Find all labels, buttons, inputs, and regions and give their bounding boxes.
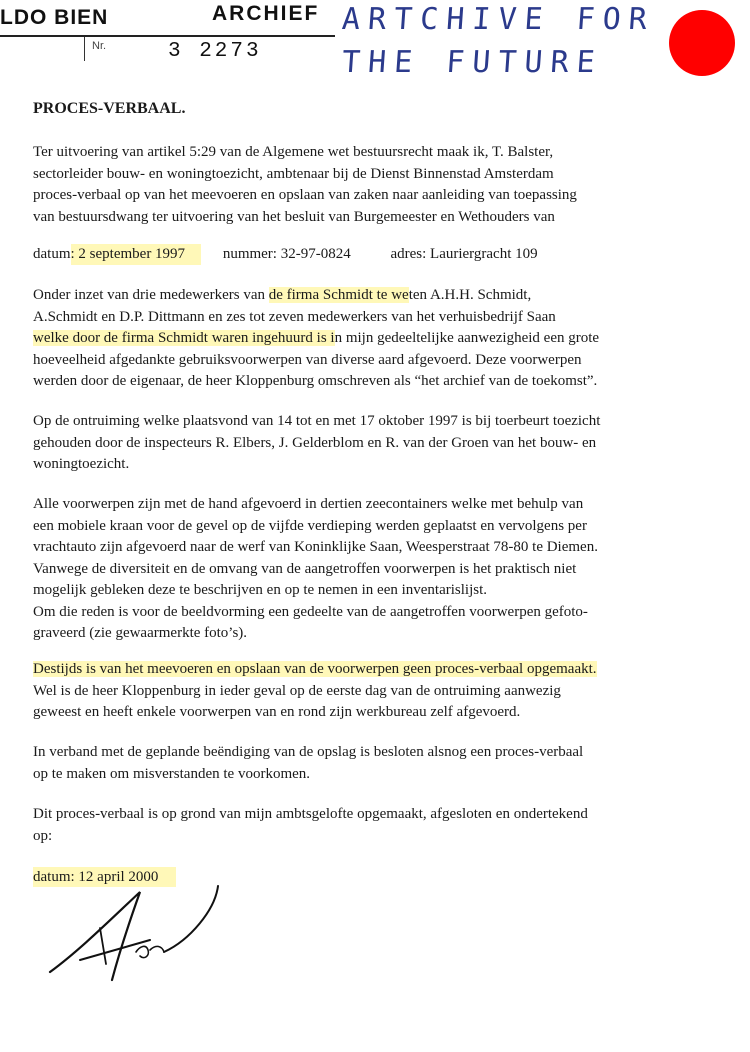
red-dot-sticker <box>669 10 735 76</box>
para3-line: Om die reden is voor de beeldvorming een gedeelte van de aangetroffen voorwerpen gefoto- <box>33 603 588 620</box>
datum-row <box>33 244 538 265</box>
para3-line: Vanwege de diversiteit en de omvang van de aangetroffen voorwerpen is het praktisch niet <box>33 560 577 577</box>
para1-line-5: werden door de eigenaar, de heer Kloppenburg omschreven als “het archief van de toekomst”. <box>33 373 598 389</box>
para5-line: op te maken om misverstanden te voorkomen. <box>33 765 311 782</box>
stamp-archief: ARCHIEF <box>212 2 320 25</box>
paragraph-firma <box>33 285 723 393</box>
para4-line-2: Wel is de heer Kloppenburg in ieder geval op de eerste dag van de ontruiming aanwezig <box>33 682 561 699</box>
nummer-value: nummer: 32-97-0824 <box>222 246 351 262</box>
paragraph-ambtsgelofte <box>33 804 723 847</box>
closing-date: datum: 12 april 2000 <box>33 869 176 886</box>
para1-line-3: welke door de firma Schmidt waren ingehuurd is in mijn gedeeltelijke aanwezigheid een grote <box>33 330 600 346</box>
paragraph-ontruiming <box>33 411 723 476</box>
handwritten-line-2: THE FUTURE <box>340 45 604 80</box>
para3-line: graveerd (zie gewaarmerkte foto’s). <box>33 625 248 641</box>
intro-paragraph <box>33 142 723 228</box>
signature <box>40 880 260 990</box>
stamp-number: 3 2273 <box>168 40 262 63</box>
para4-line-3: geweest en heeft enkele voorwerpen van en rond zijn werkbureau zelf afgevoerd. <box>33 704 521 720</box>
para2-line: gehouden door de inspecteurs R. Elbers, J. Gelderblom en R. van der Groen van het bouw- en <box>33 434 597 451</box>
paragraph-verband <box>33 742 723 785</box>
datum-value: : 2 september 1997 <box>71 244 202 265</box>
highlight: de firma Schmidt te we <box>268 287 409 303</box>
stamp-left-text: LDO BIEN <box>0 6 109 29</box>
intro-line: sectorleider bouw- en woningtoezicht, ambtenaar bij de Dienst Binnenstad Amsterdam <box>33 165 554 182</box>
highlight: Destijds is van het meevoeren en opslaan van de voorwerpen geen proces-verbaal opgemaakt. <box>33 661 597 677</box>
adres-value: adres: Lauriergracht 109 <box>390 246 538 262</box>
highlight: welke door de firma Schmidt waren ingehuurd is i <box>33 330 335 346</box>
datum-label: datum <box>33 246 71 262</box>
paragraph-destijds <box>33 659 723 724</box>
para3-line: Alle voorwerpen zijn met de hand afgevoerd in dertien zeecontainers welke met behulp van <box>33 496 584 512</box>
stamp-divider <box>0 35 335 37</box>
stamp-nr-label: Nr. <box>92 40 107 52</box>
para2-line: woningtoezicht. <box>33 456 130 472</box>
intro-line: Ter uitvoering van artikel 5:29 van de Algemene wet bestuursrecht maak ik, T. Balster, <box>33 144 554 160</box>
para3-line: een mobiele kraan voor de gevel op de vijfde verdieping werden geplaatst en vervolgens per <box>33 517 587 534</box>
para1-line-2: A.Schmidt en D.P. Dittmann en zes tot zeven medewerkers van het verhuisbedrijf Saan <box>33 308 556 325</box>
intro-line: proces-verbaal op van het meevoeren en opslaan van zaken naar aanleiding van toepassing <box>33 187 577 203</box>
para3-line: vrachtauto zijn afgevoerd naar de werf van Koninklijke Saan, Weesperstraat 78-80 te Diemen. <box>33 539 598 555</box>
document-title: PROCES-VERBAAL. <box>33 100 186 117</box>
para2-line: Op de ontruiming welke plaatsvond van 14 tot en met 17 oktober 1997 is bij toerbeurt toezicht <box>33 413 601 429</box>
para6-line: op: <box>33 827 53 844</box>
intro-line: van bestuursdwang ter uitvoering van het besluit van Burgemeester en Wethouders van <box>33 208 555 225</box>
handwritten-line-1: ARTCHIVE FOR <box>340 2 656 37</box>
para3-line: mogelijk gebleken deze te beschrijven en op te nemen in een inventarislijst. <box>33 582 488 598</box>
paragraph-voorwerpen <box>33 494 723 645</box>
para6-line: Dit proces-verbaal is op grond van mijn ambtsgelofte opgemaakt, afgesloten en ondertekend <box>33 806 588 822</box>
para1-line-1: Onder inzet van drie medewerkers van de firma Schmidt te weten A.H.H. Schmidt, <box>33 287 532 303</box>
para1-line-4: hoeveelheid afgedankte gebruiksvoorwerpen van diverse aard afgevoerd. Deze voorwerpen <box>33 351 582 368</box>
stamp-vertical-divider <box>84 37 85 61</box>
para5-line: In verband met de geplande beëndiging van de opslag is besloten alsnog een proces-verbaal <box>33 744 584 760</box>
para4-line-1 <box>33 659 723 681</box>
